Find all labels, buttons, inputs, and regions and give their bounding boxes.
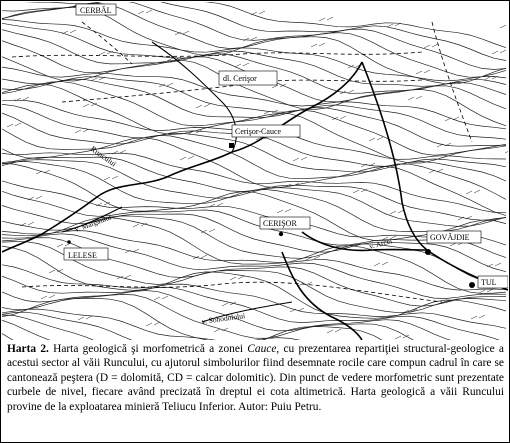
label-lelese: LELESE	[68, 251, 97, 260]
caption-text-1: Harta geologică şi morfometrică a zonei	[48, 343, 248, 355]
label-cerbal: CERBĂL	[80, 6, 112, 15]
cerisor-cauce-marker	[229, 143, 234, 148]
caption-place: Cauce	[247, 343, 277, 355]
geological-map	[2, 2, 508, 340]
label-v-margaului: v. Mărgăului	[73, 212, 113, 234]
label-v-sohodolului: v. Sohodolului	[201, 310, 246, 326]
label-cerisor-cauce: Cerişor-Cauce	[235, 127, 282, 136]
label-v-arcei: v. Arcei	[368, 236, 393, 251]
caption-label: Harta 2.	[7, 343, 49, 355]
figure-caption	[7, 342, 504, 414]
label-runcului: Runcului	[88, 144, 119, 169]
label-cerisor: CERIŞOR	[263, 219, 297, 228]
label-govajdie: GOVĂJDIE	[430, 233, 470, 242]
label-tulea: TUL	[481, 278, 497, 287]
caption-text-2: , cu prezentarea repartiţiei structural-geologice a acestui sector al văii Runcului, cu ajutorul simbolurilor fiind desemnate rocile care compun cadrul în care se cantonează peştera (D = dolomită, CD = calcar dolomitic). Din punct de vedere morfometric sunt prezentate curbele de nivel, fiecare având precizată în dreptul ei cota altimetrică. Harta geologică a văii Runcului provine de la exploatarea minieră Teliucu Inferior. Autor: Puiu Petru.	[7, 343, 504, 413]
tulea-marker	[469, 282, 475, 288]
cerisor-marker	[279, 232, 283, 236]
lelese-marker	[67, 240, 71, 244]
govajdie-marker	[425, 249, 431, 255]
label-dl-cerisor: dl. Cerişor	[223, 74, 257, 83]
